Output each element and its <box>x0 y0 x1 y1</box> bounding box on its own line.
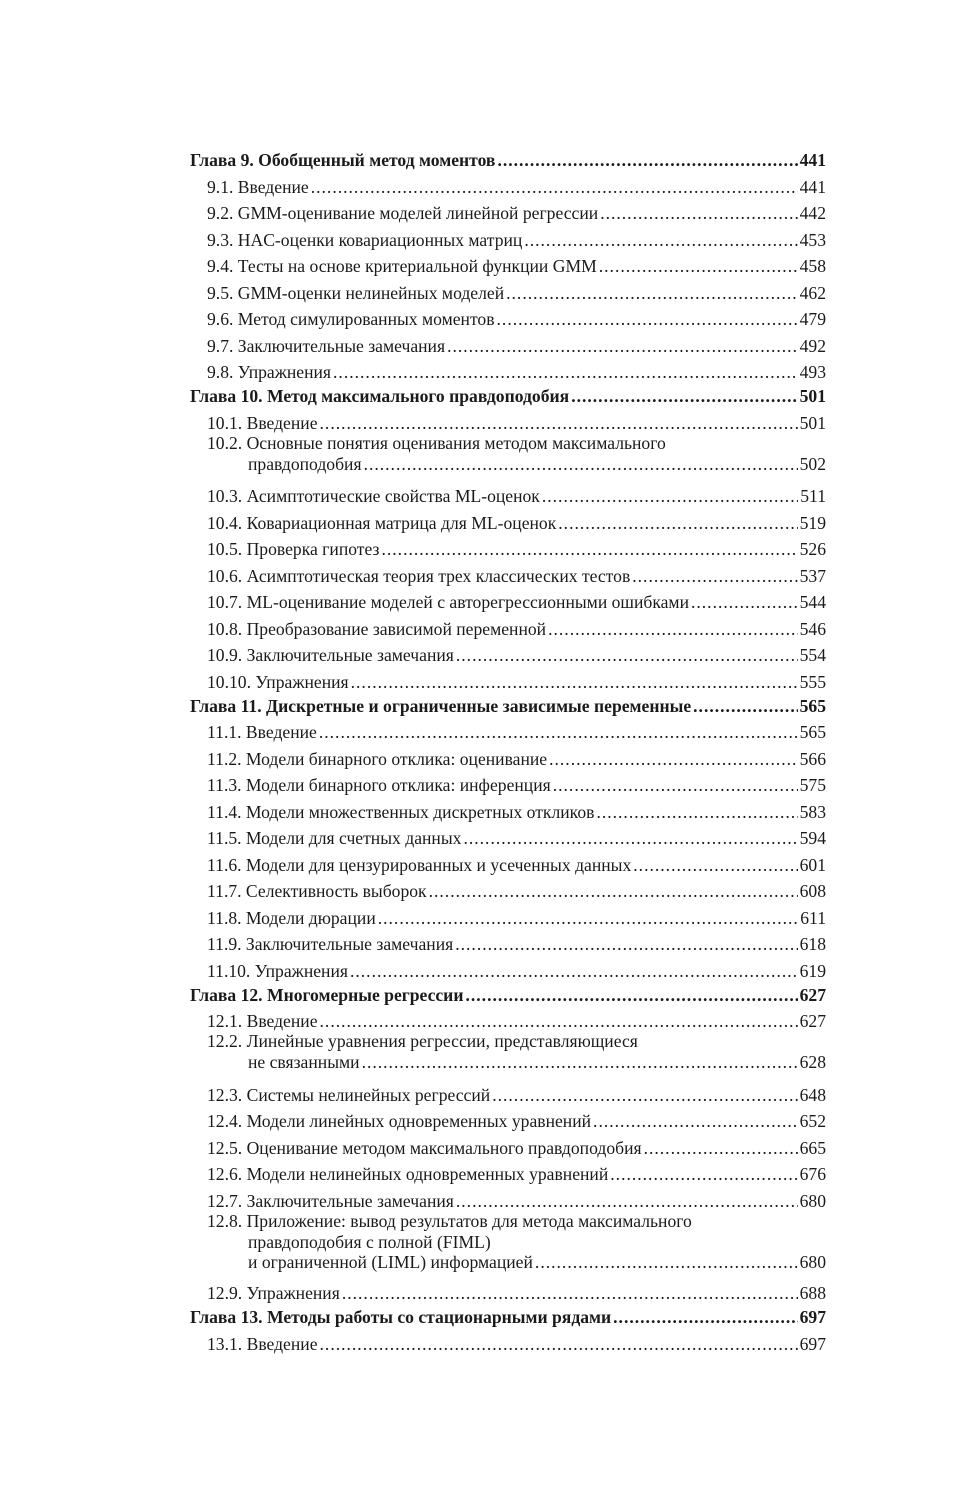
toc-page-number: 697 <box>799 1333 826 1354</box>
toc-section-entry <box>190 1005 826 1032</box>
toc-page-number: 546 <box>799 618 826 639</box>
toc-entry-label: 10.9. Заключительные замечания <box>207 645 454 665</box>
toc-section-entry <box>190 329 826 356</box>
toc-entry-label: 11.2. Модели бинарного отклика: оценивание <box>207 748 548 769</box>
dot-leader <box>429 881 798 901</box>
dot-leader <box>542 486 798 506</box>
toc-entry-label: 9.1. Введение <box>207 176 309 197</box>
toc-entry-label: 11.8. Модели дюрации <box>207 907 376 928</box>
toc-entry-label: Глава 11. Дискретные и ограниченные зависимые переменные <box>190 695 692 716</box>
toc-page-number: 537 <box>799 565 826 586</box>
toc-entry-label: 11.1. Введение <box>207 722 317 742</box>
toc-section-entry <box>190 1078 826 1105</box>
toc-section-entry <box>190 1184 826 1211</box>
toc-page-number: 566 <box>799 748 826 769</box>
toc-entry-label: 11.6. Модели для цензурированных и усеченных данных <box>207 854 632 875</box>
toc-page-number: 565 <box>799 722 826 742</box>
toc-page-number: 618 <box>799 934 826 954</box>
toc-section-entry <box>190 559 826 586</box>
toc-chapter-entry <box>190 981 826 1005</box>
toc-page-number: 627 <box>799 1011 826 1031</box>
toc-page-number: 601 <box>799 854 826 875</box>
toc-entry-label: 9.5. GMM-оценки нелинейных моделей <box>207 282 505 303</box>
toc-entry-label: 10.6. Асимптотическая теория трех классических тестов <box>207 565 631 586</box>
toc-entry-label: 11.9. Заключительные замечания <box>207 934 454 954</box>
toc-entry-label: 10.7. ML-оценивание моделей с авторегрессионными ошибками <box>207 592 689 612</box>
dot-leader <box>535 1252 798 1272</box>
toc-section-entry <box>190 769 826 796</box>
dot-leader <box>319 722 798 742</box>
toc-page-number: 492 <box>799 335 826 356</box>
toc-page-number: 544 <box>799 592 826 612</box>
toc-page-number: 441 <box>799 150 826 170</box>
dot-leader <box>497 309 798 329</box>
dot-leader <box>320 1011 798 1031</box>
toc-page-number: 652 <box>799 1111 826 1131</box>
toc-entry-line <box>207 1252 826 1272</box>
toc-entry-label: 11.3. Модели бинарного отклика: инференция <box>207 775 551 795</box>
toc-page-number: 676 <box>799 1164 826 1184</box>
dot-leader <box>596 802 797 822</box>
toc-entry-label: 12.7. Заключительные замечания <box>207 1190 454 1211</box>
toc-section-entry <box>190 1327 826 1354</box>
toc-entry-label: 9.4. Тесты на основе критериальной функции GMM <box>207 256 597 276</box>
dot-leader <box>691 592 798 612</box>
dot-leader <box>553 775 798 795</box>
dot-leader <box>378 908 799 928</box>
toc-page-number: 608 <box>799 881 826 901</box>
toc-entry-label: 10.5. Проверка гипотез <box>207 539 380 559</box>
toc-page-number: 442 <box>799 203 826 223</box>
dot-leader <box>311 177 798 197</box>
toc-entry-label: 9.3. HAC-оценки ковариационных матриц <box>207 229 523 250</box>
toc-entry-label: Глава 10. Метод максимального правдоподобия <box>190 386 570 406</box>
toc-entry-label: правдоподобия <box>248 453 362 474</box>
toc-entry-line <box>207 454 826 474</box>
toc-page-number: 680 <box>799 1251 826 1272</box>
toc-entry-label: 13.1. Введение <box>207 1333 318 1354</box>
dot-leader <box>492 1085 797 1105</box>
dot-leader <box>455 934 797 954</box>
toc-page-number: 554 <box>799 645 826 665</box>
toc-section-entry <box>190 250 826 277</box>
toc-page-number: 458 <box>799 256 826 276</box>
dot-leader <box>351 672 798 692</box>
dot-leader <box>632 566 797 586</box>
dot-leader <box>571 386 797 406</box>
toc-page-number: 680 <box>799 1190 826 1211</box>
toc-entry-label: Глава 9. Обобщенный метод моментов <box>190 150 496 170</box>
toc-entry-label: 10.8. Преобразование зависимой переменной <box>207 618 547 639</box>
toc-page-number: 628 <box>799 1052 826 1072</box>
toc-entry-label: 12.4. Модели линейных одновременных уравнений <box>207 1111 592 1131</box>
toc-entry-label: 12.6. Модели нелинейных одновременных уравнений <box>207 1164 609 1184</box>
toc-section-entry <box>190 197 826 224</box>
toc-entry-label: 11.5. Модели для счетных данных <box>207 828 462 848</box>
toc-entry-label: 12.5. Оценивание методом максимального правдоподобия <box>207 1137 642 1158</box>
toc-page-number: 619 <box>799 960 826 981</box>
toc-section-entry <box>190 1158 826 1185</box>
toc-page-number: 511 <box>800 486 826 506</box>
toc-entry-label: и ограниченной (LIML) информацией <box>248 1251 533 1272</box>
toc-page-number: 583 <box>799 801 826 822</box>
toc-page-number: 688 <box>799 1283 826 1303</box>
toc-chapter-entry <box>190 1303 826 1327</box>
toc-section-entry <box>190 223 826 250</box>
toc-section-entry <box>190 928 826 955</box>
toc-page-number: 697 <box>799 1307 826 1327</box>
toc-section-entry <box>190 276 826 303</box>
toc-page-number: 479 <box>799 309 826 329</box>
toc-section-entry <box>190 1211 826 1277</box>
toc-entry-label: 10.3. Асимптотические свойства ML-оценок <box>207 486 540 506</box>
toc-section-entry <box>190 1277 826 1304</box>
dot-leader <box>506 283 797 303</box>
toc-section-entry <box>190 716 826 743</box>
toc-page-number: 502 <box>799 453 826 474</box>
dot-leader <box>456 1191 798 1211</box>
toc-section-entry <box>190 586 826 613</box>
toc-page-number: 519 <box>799 512 826 533</box>
toc-section-entry <box>190 433 826 480</box>
dot-leader <box>463 828 797 848</box>
toc-entry-label: Глава 13. Методы работы со стационарными рядами <box>190 1307 612 1327</box>
dot-leader <box>610 1164 797 1184</box>
dot-leader <box>350 961 798 981</box>
toc-section-entry <box>190 848 826 875</box>
toc-page-number: 565 <box>799 695 826 716</box>
dot-leader <box>497 150 797 170</box>
dot-leader <box>456 645 798 665</box>
toc-entry-label: 11.10. Упражнения <box>207 960 348 981</box>
toc-section-entry <box>190 901 826 928</box>
toc-section-entry <box>190 875 826 902</box>
toc-page-number: 611 <box>800 907 826 928</box>
toc-entry-label: 12.9. Упражнения <box>207 1283 340 1303</box>
toc-section-entry <box>190 533 826 560</box>
toc-section-entry <box>190 612 826 639</box>
toc-section-entry <box>190 954 826 981</box>
toc-entry-label: 12.3. Системы нелинейных регрессий <box>207 1084 491 1105</box>
toc-entry-label: 9.7. Заключительные замечания <box>207 335 446 356</box>
toc-page-number: 501 <box>799 386 826 406</box>
toc-section-entry <box>190 506 826 533</box>
toc-page-number: 441 <box>799 176 826 197</box>
toc-page-number: 648 <box>799 1084 826 1105</box>
dot-leader <box>599 256 798 276</box>
dot-leader <box>600 203 797 223</box>
toc-section-entry <box>190 480 826 507</box>
toc-entry-line <box>207 1211 826 1232</box>
toc-entry-line <box>207 433 826 454</box>
toc-page-number: 665 <box>799 1137 826 1158</box>
toc-entry-label: Глава 12. Многомерные регрессии <box>190 984 464 1005</box>
toc-entry-label: 12.2. Линейные уравнения регрессии, представляющиеся <box>207 1031 638 1051</box>
dot-leader <box>558 513 797 533</box>
toc-entry-line <box>207 1052 826 1072</box>
toc-section-entry <box>190 742 826 769</box>
dot-leader <box>644 1138 798 1158</box>
toc-entry-label: 11.7. Селективность выборок <box>207 881 427 901</box>
dot-leader <box>593 1111 798 1131</box>
toc-entry-label: 11.4. Модели множественных дискретных откликов <box>207 801 595 822</box>
toc-page-number: 575 <box>799 775 826 795</box>
toc-entry-label: 9.2. GMM-оценивание моделей линейной регрессии <box>207 203 599 223</box>
toc-page-number: 627 <box>799 984 826 1005</box>
toc-entry-label: 10.4. Ковариационная матрица для ML-оценок <box>207 512 557 533</box>
toc-entry-label: 9.6. Метод симулированных моментов <box>207 309 495 329</box>
dot-leader <box>447 336 798 356</box>
dot-leader <box>524 230 797 250</box>
toc-section-entry <box>190 406 826 433</box>
dot-leader <box>633 855 797 875</box>
toc-section-entry <box>190 170 826 197</box>
dot-leader <box>362 1052 798 1072</box>
dot-leader <box>320 413 798 433</box>
table-of-contents <box>190 146 826 1354</box>
toc-page-number: 493 <box>799 362 826 382</box>
dot-leader <box>693 696 797 716</box>
toc-chapter-entry <box>190 146 826 170</box>
toc-section-entry <box>190 303 826 330</box>
toc-entry-label: правдоподобия с полной (FIML) <box>248 1231 491 1252</box>
toc-section-entry <box>190 665 826 692</box>
toc-section-entry <box>190 795 826 822</box>
toc-entry-label: 10.10. Упражнения <box>207 671 349 692</box>
toc-page-number: 462 <box>799 282 826 303</box>
toc-section-entry <box>190 639 826 666</box>
dot-leader <box>465 985 797 1005</box>
toc-page-number: 555 <box>799 671 826 692</box>
toc-page-number: 594 <box>799 828 826 848</box>
dot-leader <box>381 539 797 559</box>
toc-section-entry <box>190 1131 826 1158</box>
toc-section-entry <box>190 1031 826 1078</box>
toc-page-number: 526 <box>799 539 826 559</box>
toc-section-entry <box>190 1105 826 1132</box>
toc-entry-label: 12.1. Введение <box>207 1011 318 1031</box>
dot-leader <box>333 362 798 382</box>
toc-entry-label: 10.1. Введение <box>207 412 318 433</box>
toc-entry-line <box>207 1031 826 1052</box>
dot-leader <box>342 1283 798 1303</box>
dot-leader <box>613 1307 797 1327</box>
toc-entry-line <box>207 1232 826 1252</box>
toc-chapter-entry <box>190 382 826 406</box>
dot-leader <box>549 749 798 769</box>
toc-page-number: 501 <box>799 412 826 433</box>
toc-entry-label: 9.8. Упражнения <box>207 362 332 382</box>
toc-entry-label: не связанными <box>248 1052 360 1072</box>
dot-leader <box>548 619 798 639</box>
toc-entry-label: 12.8. Приложение: вывод результатов для метода максимального <box>207 1210 692 1231</box>
toc-section-entry <box>190 822 826 849</box>
dot-leader <box>364 454 798 474</box>
toc-page-number: 453 <box>799 229 826 250</box>
toc-section-entry <box>190 356 826 383</box>
dot-leader <box>320 1334 798 1354</box>
toc-entry-label: 10.2. Основные понятия оценивания методом максимального <box>207 432 666 453</box>
toc-chapter-entry <box>190 692 826 716</box>
